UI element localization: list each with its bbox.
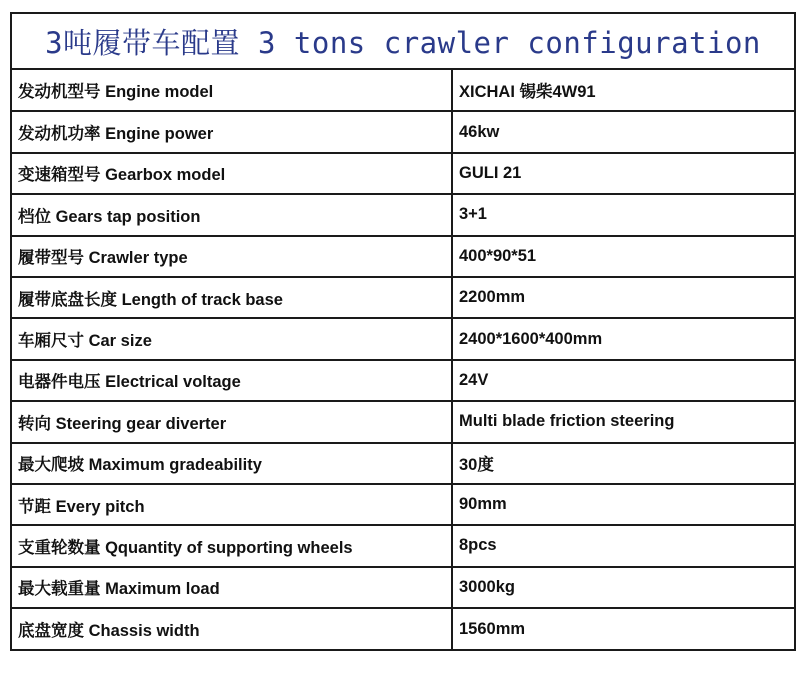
spec-value: 30度 xyxy=(452,443,794,484)
spec-label: 履带底盘长度 Length of track base xyxy=(12,277,452,318)
table-row xyxy=(12,525,794,566)
spec-label: 支重轮数量 Qquantity of supporting wheels xyxy=(12,525,452,566)
spec-label: 电器件电压 Electrical voltage xyxy=(12,360,452,401)
spec-value: 90mm xyxy=(452,484,794,525)
spec-sheet xyxy=(10,12,796,651)
table-row xyxy=(12,567,794,608)
table-row xyxy=(12,277,794,318)
spec-value: 1560mm xyxy=(452,608,794,649)
table-row xyxy=(12,111,794,152)
spec-value: 2400*1600*400mm xyxy=(452,318,794,359)
table-row xyxy=(12,318,794,359)
table-row xyxy=(12,443,794,484)
title-row xyxy=(12,14,794,70)
spec-label: 节距 Every pitch xyxy=(12,484,452,525)
spec-label: 车厢尺寸 Car size xyxy=(12,318,452,359)
spec-value: 2200mm xyxy=(452,277,794,318)
page-title: 3吨履带车配置 3 tons crawler configuration xyxy=(45,25,761,60)
spec-label: 变速箱型号 Gearbox model xyxy=(12,153,452,194)
spec-value: 24V xyxy=(452,360,794,401)
spec-value: 3+1 xyxy=(452,194,794,235)
table-row xyxy=(12,236,794,277)
spec-label: 发动机功率 Engine power xyxy=(12,111,452,152)
spec-value: GULI 21 xyxy=(452,153,794,194)
table-row xyxy=(12,194,794,235)
spec-value: 46kw xyxy=(452,111,794,152)
spec-table xyxy=(12,70,794,649)
table-row xyxy=(12,70,794,111)
spec-label: 最大爬坡 Maximum gradeability xyxy=(12,443,452,484)
spec-value: 3000kg xyxy=(452,567,794,608)
spec-label: 履带型号 Crawler type xyxy=(12,236,452,277)
spec-label: 最大载重量 Maximum load xyxy=(12,567,452,608)
spec-value: 8pcs xyxy=(452,525,794,566)
table-row xyxy=(12,153,794,194)
table-row xyxy=(12,401,794,442)
spec-value: XICHAI 锡柴4W91 xyxy=(459,83,596,102)
table-row xyxy=(12,608,794,649)
spec-label: 档位 Gears tap position xyxy=(12,194,452,235)
spec-value: Multi blade friction steering xyxy=(452,401,794,442)
table-row xyxy=(12,360,794,401)
spec-label: 底盘宽度 Chassis width xyxy=(12,608,452,649)
spec-label: 转向 Steering gear diverter xyxy=(12,401,452,442)
spec-value: 400*90*51 xyxy=(452,236,794,277)
spec-label: 发动机型号 Engine model xyxy=(12,70,452,111)
table-row xyxy=(12,484,794,525)
